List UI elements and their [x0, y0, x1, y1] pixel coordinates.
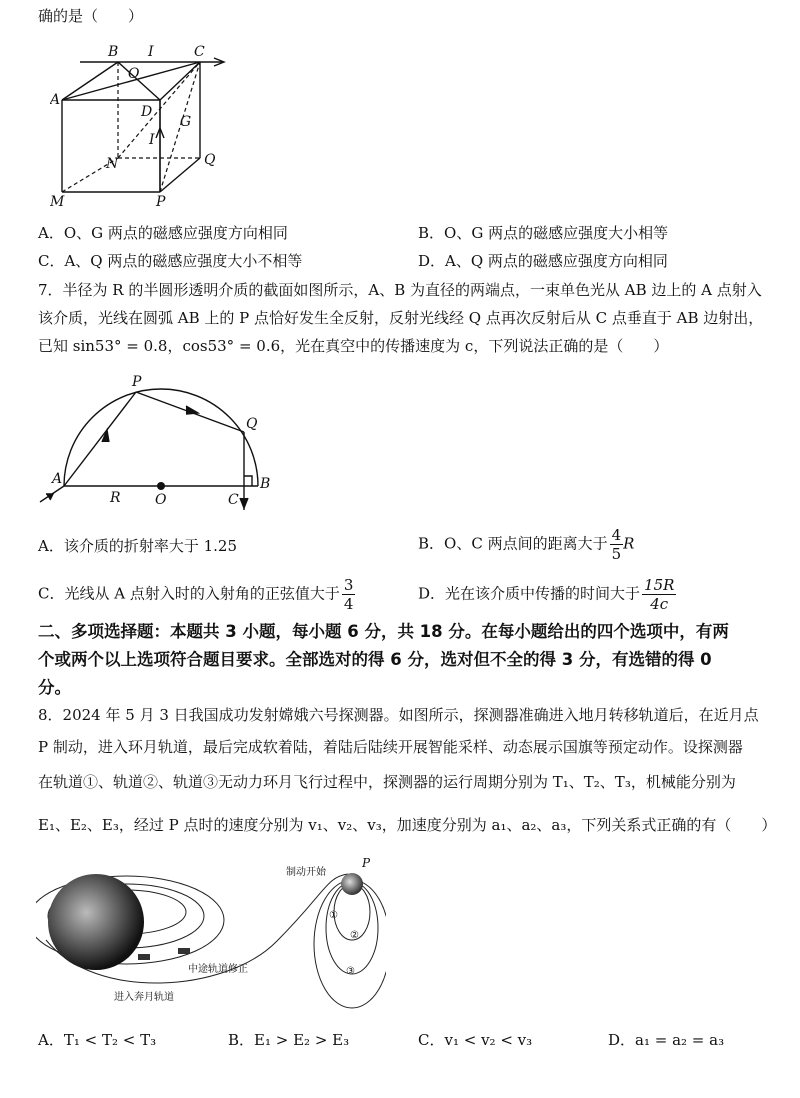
- q6-label-b: B: [108, 44, 119, 60]
- section2-line-2: 个或两个以上选项符合题目要求。全部选对的得 6 分，选对但不全的得 3 分，有选错的得 0: [38, 650, 712, 669]
- q7-label-p: P: [132, 374, 142, 390]
- q8-label-midcourse: 中途轨道修正: [188, 964, 248, 975]
- q6-label-o: O: [128, 66, 140, 82]
- q7-option-c-fraction: [342, 576, 356, 613]
- section2-line-3: 分。: [38, 678, 71, 697]
- q8-label-enter: 进入奔月轨道: [114, 992, 174, 1003]
- q7-option-b[interactable]: [418, 526, 634, 563]
- q7-option-d-fraction: [642, 576, 676, 613]
- q7-line-2: 该介质，光线在圆弧 AB 上的 P 点恰好发生全反射，反射光线经 Q 点再次反射后从 C 点垂直于 AB 边射出，: [38, 309, 764, 327]
- q7-option-b-text: B．O、C 两点间的距离大于: [418, 534, 608, 553]
- q7-option-c-denominator: 4: [343, 595, 354, 613]
- q7-semicircle-figure: [36, 370, 276, 515]
- q6-label-q: Q: [204, 152, 216, 168]
- q8-label-orbit1: ①: [329, 910, 338, 921]
- q7-label-r: R: [110, 490, 121, 506]
- q8-label-brake: 制动开始: [286, 867, 326, 878]
- q7-label-c: C: [228, 492, 239, 508]
- q6-option-d[interactable]: D．A、Q 两点的磁感应强度方向相同: [418, 252, 668, 270]
- q6-label-n: N: [106, 156, 119, 172]
- q6-option-b[interactable]: B．O、G 两点的磁感应强度大小相等: [418, 224, 669, 242]
- q6-label-i-top: I: [148, 44, 154, 60]
- q6-label-c: C: [194, 44, 205, 60]
- q7-option-b-var: R: [623, 534, 635, 553]
- q7-line-1: 7．半径为 R 的半圆形透明介质的截面如图所示，A、B 为直径的两端点，一束单色光从 AB 边上的 A 点射入: [38, 281, 762, 299]
- q7-option-c[interactable]: [38, 576, 355, 613]
- q7-label-o: O: [155, 492, 167, 508]
- probe-icon: [138, 948, 190, 960]
- q8-option-d[interactable]: D．a₁ = a₂ = a₃: [608, 1031, 725, 1049]
- q7-option-d-denominator: 4c: [650, 595, 669, 613]
- q8-line-4: E₁、E₂、E₃，经过 P 点时的速度分别为 v₁、v₂、v₃，加速度分别为 a₁、a₂、a₃，下列关系式正确的有（ ）: [38, 816, 777, 834]
- q7-option-c-text: C．光线从 A 点射入时的入射角的正弦值大于: [38, 584, 340, 603]
- section2-line-1: 二、多项选择题：本题共 3 小题，每小题 6 分，共 18 分。在每小题给出的四个选项中，有两: [38, 622, 729, 641]
- q7-option-d[interactable]: [418, 576, 676, 613]
- q7-option-d-numerator: 15R: [644, 576, 675, 594]
- q7-option-b-fraction: [610, 526, 624, 563]
- q6-cube-figure: [50, 40, 240, 210]
- q6-label-d: D: [141, 104, 153, 120]
- q8-option-c[interactable]: C．v₁ < v₂ < v₃: [418, 1031, 533, 1049]
- q7-option-b-denominator: 5: [611, 545, 622, 563]
- q7-option-a[interactable]: A．该介质的折射率大于 1.25: [38, 537, 238, 555]
- q6-option-a[interactable]: A．O、G 两点的磁感应强度方向相同: [38, 224, 288, 242]
- q7-option-d-text: D．光在该介质中传播的时间大于: [418, 584, 641, 603]
- q8-option-a[interactable]: A．T₁ < T₂ < T₃: [38, 1031, 157, 1049]
- q7-option-b-numerator: 4: [611, 526, 622, 544]
- q7-line-3: 已知 sin53° = 0.8，cos53° = 0.6，光在真空中的传播速度为 c，下列说法正确的是（ ）: [38, 337, 669, 355]
- q7-label-a: A: [52, 471, 63, 487]
- earth-icon: [48, 874, 144, 970]
- q6-option-c[interactable]: C．A、Q 两点的磁感应强度大小不相等: [38, 252, 303, 270]
- moon-icon: [341, 873, 363, 895]
- q8-label-orbit3: ③: [346, 966, 355, 977]
- q7-option-c-numerator: 3: [343, 576, 354, 594]
- q8-line-3: 在轨道①、轨道②、轨道③无动力环月飞行过程中，探测器的运行周期分别为 T₁、T₂、T₃，机械能分别为: [38, 773, 736, 791]
- q6-label-g: G: [180, 114, 192, 130]
- q6-label-a: A: [50, 92, 61, 108]
- q6-stem-tail: 确的是（ ）: [38, 7, 144, 25]
- q7-label-q: Q: [246, 416, 258, 432]
- q8-line-2: P 制动，进入环月轨道，最后完成软着陆，着陆后陆续开展智能采样、动态展示国旗等预定动作。设探测器: [38, 738, 743, 756]
- q8-option-b[interactable]: B．E₁ > E₂ > E₃: [228, 1031, 350, 1049]
- q8-label-orbit2: ②: [350, 930, 359, 941]
- q8-line-1: 8．2024 年 5 月 3 日我国成功发射嫦娥六号探测器。如图所示，探测器准确进入地月转移轨道后，在近月点: [38, 706, 759, 724]
- q8-orbit-figure: [36, 852, 386, 1012]
- q6-label-m: M: [50, 194, 65, 210]
- q6-label-i-mid: I: [149, 132, 155, 148]
- q8-label-p: P: [362, 856, 371, 870]
- q7-label-b: B: [260, 476, 271, 492]
- q6-label-p: P: [156, 194, 166, 210]
